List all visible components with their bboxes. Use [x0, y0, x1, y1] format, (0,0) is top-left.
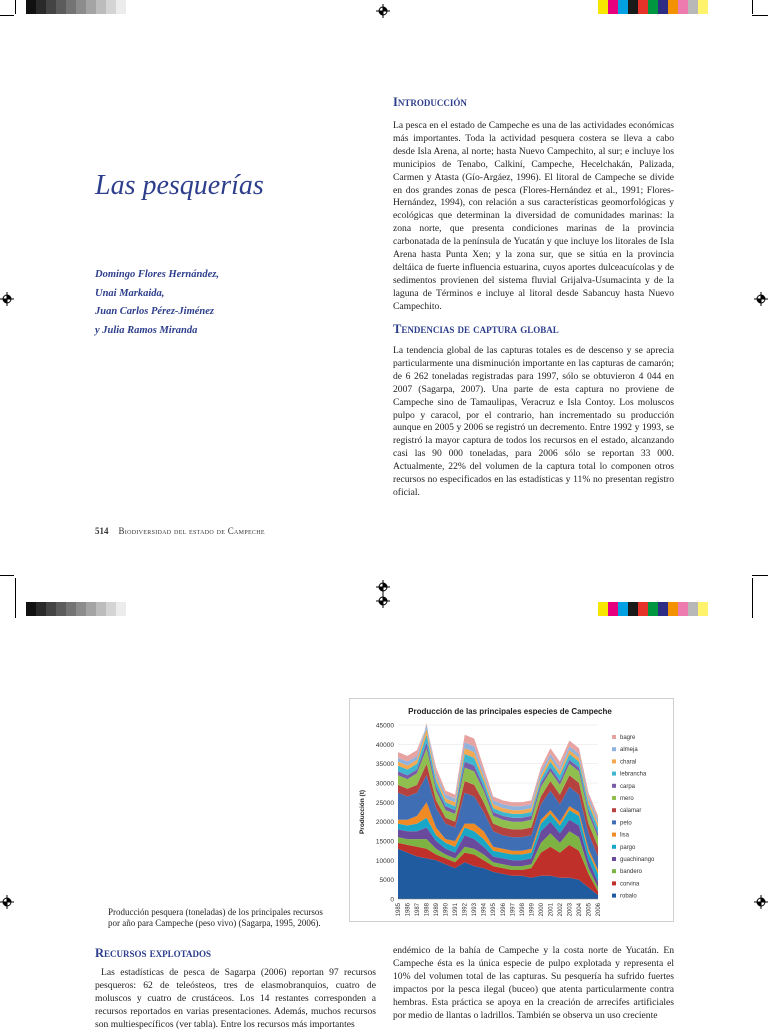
- author-name: y Julia Ramos Miranda: [95, 324, 198, 336]
- crop-mark: [752, 0, 753, 14]
- y-tick-label: 10000: [375, 857, 394, 865]
- calibration-swatch: [618, 0, 628, 14]
- calibration-swatch: [658, 0, 668, 14]
- calibration-swatch: [688, 602, 698, 616]
- x-tick-label: 1987: [415, 903, 422, 917]
- x-tick-label: 1989: [434, 903, 441, 917]
- author-list: [95, 266, 219, 340]
- author-name: Unai Markaida,: [95, 287, 165, 299]
- calibration-swatch: [96, 602, 106, 616]
- trend-paragraph: La tendencia global de las capturas totales es de descenso y se aprecia particularmente una disminución importante en las capturas de camarón; de 6 262 toneladas registradas para 1997, sólo se obtuvieron 4 044 en 2007 (Sagarpa, 2007). Una parte de esta captura no proviene de Campeche sino de Tamaulipas, Veracruz e Isla Contoy. Los moluscos pulpo y caracol, por el contrario, han incrementado su producción aunque en 2005 y 2006 se registró un decremento. Entre 1992 y 1993, se registró la mayor captura de todos los recursos en el estado, alcanzando casi las 90 000 toneladas, para 2006 sólo se reportan 33 000. Actualmente, 22% del volumen de la captura total lo componen otros recursos no especificados en las estadísticas y 11% no presentan registro oficial.: [393, 345, 674, 498]
- author-name: Domingo Flores Hernández,: [95, 269, 219, 280]
- x-tick-label: 1997: [510, 903, 517, 917]
- calibration-swatch: [36, 602, 46, 616]
- y-tick-label: 35000: [375, 761, 394, 769]
- calibration-swatch: [96, 0, 106, 14]
- x-tick-label: 1986: [405, 903, 412, 917]
- calibration-swatch: [678, 0, 688, 14]
- legend-swatch: [612, 881, 616, 885]
- calibration-swatch: [66, 602, 76, 616]
- x-tick-label: 1999: [529, 903, 536, 917]
- x-tick-label: 1985: [396, 903, 402, 917]
- legend-label: almeja: [620, 747, 638, 754]
- y-tick-label: 0: [390, 896, 394, 904]
- legend-swatch: [612, 759, 616, 763]
- calibration-swatch: [638, 0, 648, 14]
- y-tick-label: 45000: [375, 722, 394, 730]
- calibration-swatch: [598, 602, 608, 616]
- calibration-swatch: [56, 602, 66, 616]
- calibration-swatch: [46, 602, 56, 616]
- x-tick-label: 1988: [424, 903, 431, 917]
- x-tick-label: 2005: [586, 903, 593, 917]
- legend-label: mero: [620, 796, 634, 802]
- legend-swatch: [612, 833, 616, 837]
- legend-swatch: [612, 857, 616, 861]
- calibration-swatch: [638, 602, 648, 616]
- legend-label: pargo: [620, 844, 636, 851]
- figure-caption: Producción pesquera (toneladas) de los principales recursos por año para Campeche (peso vivo) (Sagarpa, 1995, 2006).: [108, 907, 323, 928]
- calibration-swatch: [608, 0, 618, 14]
- calibration-swatch: [76, 0, 86, 14]
- registration-mark-right-icon: [754, 292, 768, 306]
- calibration-swatch: [678, 602, 688, 616]
- chapter-title: Las pesquerías: [95, 170, 264, 201]
- x-tick-label: 1998: [519, 903, 526, 917]
- calibration-swatch: [46, 0, 56, 14]
- calibration-swatch: [106, 602, 116, 616]
- calibration-swatch: [688, 0, 698, 14]
- calibration-swatch: [618, 602, 628, 616]
- y-tick-label: 40000: [375, 741, 394, 749]
- crop-mark: [752, 15, 768, 16]
- legend-label: charal: [620, 759, 637, 766]
- x-tick-label: 1993: [472, 903, 479, 917]
- crop-mark: [752, 578, 753, 618]
- section-heading-recursos: Recursos explotados: [95, 946, 212, 960]
- recursos-paragraph: Las estadísticas de pesca de Sagarpa (2006) reportan 97 recursos pesqueros: 62 de teleósteos, tres de elasmobranquios, cuatro de moluscos y cuatro de crustáceos. Los 14 restantes corresponden a recursos reportados en varias presentaciones. Además, muchos recursos son multiespecíficos (ver tabla). Entre los recursos más importantes: [95, 967, 376, 1030]
- grayscale-calibration-bar-middle: [26, 602, 126, 616]
- y-tick-label: 5000: [379, 877, 394, 885]
- legend-swatch: [612, 796, 616, 800]
- legend-label: calamar: [620, 808, 642, 815]
- legend-swatch: [612, 772, 616, 776]
- legend-swatch: [612, 808, 616, 812]
- legend-label: corvina: [620, 881, 640, 888]
- calibration-swatch: [86, 0, 96, 14]
- legend-swatch: [612, 845, 616, 849]
- crop-mark: [15, 0, 16, 14]
- x-tick-label: 2006: [596, 903, 602, 917]
- section-heading-tendencias: Tendencias de captura global: [393, 322, 559, 336]
- page-number: 514: [95, 526, 109, 536]
- calibration-swatch: [26, 602, 36, 616]
- grayscale-calibration-bar-top: [26, 0, 126, 14]
- y-tick-label: 20000: [375, 819, 394, 827]
- x-tick-label: 1995: [491, 903, 498, 917]
- legend-swatch: [612, 747, 616, 751]
- legend-label: bagre: [620, 735, 636, 741]
- calibration-swatch: [116, 0, 126, 14]
- calibration-swatch: [668, 602, 678, 616]
- calibration-swatch: [668, 0, 678, 14]
- calibration-swatch: [56, 0, 66, 14]
- section-heading-introduccion: Introducción: [393, 95, 467, 109]
- legend-swatch: [612, 894, 616, 898]
- registration-mark-middle-icon: [376, 594, 390, 608]
- x-tick-label: 2002: [557, 903, 564, 917]
- registration-mark-top-icon: [376, 4, 390, 18]
- calibration-swatch: [36, 0, 46, 14]
- y-tick-label: 15000: [375, 838, 394, 846]
- color-calibration-bar-middle: [598, 602, 708, 616]
- production-chart: [349, 698, 674, 922]
- crop-mark: [752, 575, 768, 576]
- y-axis-label: Producción (t): [359, 789, 366, 835]
- x-tick-label: 1990: [443, 903, 450, 917]
- legend-label: robalo: [620, 893, 637, 900]
- octopus-paragraph: endémico de la bahía de Campeche y la costa norte de Yucatán. En Campeche ésta es la única especie de pulpo explotada y representa el 10% del volumen total de las capturas. Su pesquería ha sufrido fuertes impactos por la pesca ilegal (buceo) que atenta particularmente contra hembras. Esta práctica se apoya en la creación de arrecifes artificiales por medio de llantas o ladrillos. También se observa un uso creciente: [393, 945, 674, 1021]
- x-tick-label: 2001: [548, 903, 555, 917]
- calibration-swatch: [116, 602, 126, 616]
- calibration-swatch: [648, 0, 658, 14]
- intro-paragraph: La pesca en el estado de Campeche es una de las actividades económicas más importantes. Toda la actividad pesquera costera se lleva a cabo desde Isla Arena, al norte; hasta Nuevo Campechito, al sur; e incluye los municipios de Tenabo, Calkiní, Campeche, Hecelchakán, Palizada, Carmen y Atasta (Gío-Argáez, 1996). El litoral de Campeche se divide en dos grandes zonas de pesca (Flores-Hernández et al., 1991; Flores-Hernández, 1994), con relación a sus características geomorfológicas y ecológicas que determinan la diversidad de comunidades marinas: la zona norte, que presenta condiciones marinas de la provincia carbonatada de la península de Yucatán y que incluye los litorales de Isla Arena hasta Punta Xen; y la zona sur, que se sitúa en la provincia deltáica de fuerte influencia estuarina, cuyos aportes dulceacuícolas y de sedimentos provienen del sistema fluvial Grijalva-Usumacinta y de la laguna de Términos e incluye al litoral desde Sabancuy hasta Nuevo Campechito.: [393, 120, 674, 312]
- x-tick-label: 1992: [462, 903, 469, 917]
- legend-swatch: [612, 735, 616, 739]
- y-tick-label: 25000: [375, 799, 394, 807]
- registration-mark-left-icon: [0, 292, 14, 306]
- x-tick-label: 2004: [576, 903, 583, 917]
- x-tick-label: 2000: [538, 903, 545, 917]
- calibration-swatch: [66, 0, 76, 14]
- calibration-swatch: [628, 602, 638, 616]
- crop-mark: [15, 578, 16, 618]
- legend-swatch: [612, 869, 616, 873]
- legend-swatch: [612, 820, 616, 824]
- chart-title: Producción de las principales especies de Campeche: [408, 707, 612, 716]
- calibration-swatch: [598, 0, 608, 14]
- running-title: Biodiversidad del estado de Campeche: [118, 526, 265, 536]
- author-name: Juan Carlos Pérez-Jiménez: [95, 306, 215, 317]
- x-tick-label: 2003: [567, 903, 574, 917]
- registration-mark-right-icon: [754, 895, 768, 909]
- legend-label: carpa: [620, 783, 636, 790]
- calibration-swatch: [26, 0, 36, 14]
- calibration-swatch: [106, 0, 116, 14]
- y-tick-label: 30000: [375, 780, 394, 788]
- calibration-swatch: [86, 602, 96, 616]
- production-area-chart: [350, 699, 673, 921]
- crop-mark: [0, 15, 14, 16]
- legend-label: lebrancha: [620, 771, 647, 778]
- registration-mark-middle-icon: [376, 580, 390, 594]
- registration-mark-left-icon: [0, 895, 14, 909]
- calibration-swatch: [628, 0, 638, 14]
- legend-swatch: [612, 784, 616, 788]
- crop-mark: [0, 575, 14, 576]
- color-calibration-bar-top: [598, 0, 708, 14]
- calibration-swatch: [698, 602, 708, 616]
- legend-label: peto: [620, 820, 632, 827]
- legend-label: bandero: [620, 869, 643, 876]
- calibration-swatch: [608, 602, 618, 616]
- legend-label: lisa: [620, 832, 630, 839]
- legend-label: guachinango: [620, 857, 655, 863]
- x-tick-label: 1991: [453, 903, 460, 917]
- calibration-swatch: [658, 602, 668, 616]
- x-tick-label: 1996: [500, 903, 507, 917]
- calibration-swatch: [698, 0, 708, 14]
- calibration-swatch: [648, 602, 658, 616]
- page-footer: [95, 526, 265, 536]
- calibration-swatch: [76, 602, 86, 616]
- x-tick-label: 1994: [481, 903, 488, 917]
